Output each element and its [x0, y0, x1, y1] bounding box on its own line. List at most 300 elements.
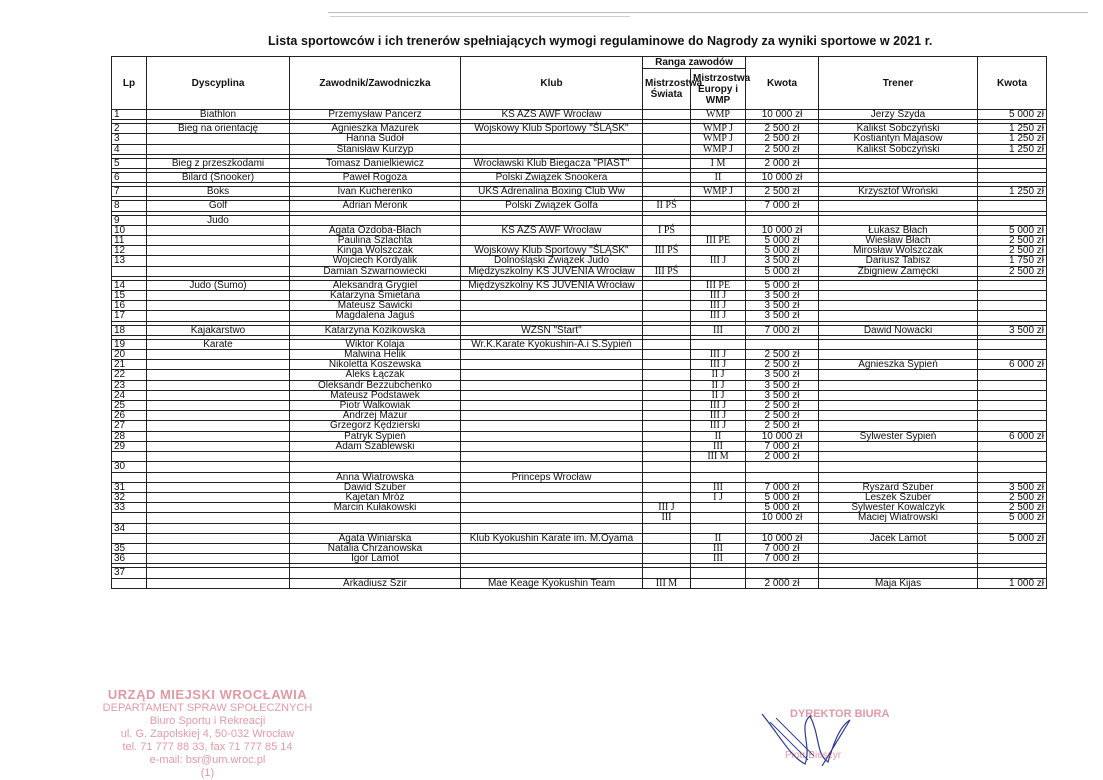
- cell-rank-world: [643, 533, 691, 543]
- table-row: [112, 492, 1047, 502]
- cell-amount: 3 500 zł: [746, 390, 819, 400]
- cell-lp: 17: [112, 311, 147, 321]
- cell-rank-world: [643, 110, 691, 120]
- cell-lp: [112, 533, 147, 543]
- cell-rank-world: II PŚ: [643, 201, 691, 211]
- stamp-line: tel. 71 777 88 33, fax 71 777 85 14: [122, 741, 293, 753]
- cell-rank-world: [643, 158, 691, 168]
- cell-club: [461, 452, 643, 462]
- cell-rank-world: [643, 144, 691, 154]
- cell-amount: 2 500 zł: [746, 401, 819, 411]
- cell-lp: 25: [112, 401, 147, 411]
- cell-coach-amount: 5 000 zł: [978, 110, 1047, 120]
- cell-lp: 30: [112, 462, 147, 472]
- header-coach: Trener: [819, 57, 978, 110]
- cell-coach: [819, 452, 978, 462]
- cell-athlete: Damian Szwarnowiecki: [290, 266, 461, 276]
- cell-coach-amount: 5 000 zł: [978, 513, 1047, 523]
- cell-club: [461, 568, 643, 578]
- stamp-line: ul. G. Zapolskiej 4, 50-032 Wrocław: [120, 728, 295, 740]
- cell-coach: [819, 462, 978, 472]
- cell-lp: 18: [112, 325, 147, 335]
- cell-lp: 12: [112, 246, 147, 256]
- table-row: [112, 503, 1047, 513]
- cell-coach-amount: 1 250 zł: [978, 144, 1047, 154]
- cell-coach: Dariusz Tabisz: [819, 256, 978, 266]
- header-row-1: [112, 57, 1047, 69]
- cell-coach: [819, 380, 978, 390]
- cell-club: [461, 291, 643, 301]
- cell-amount: 2 500 zł: [746, 350, 819, 360]
- cell-coach-amount: 6 000 zł: [978, 431, 1047, 441]
- cell-coach-amount: [978, 311, 1047, 321]
- cell-lp: 35: [112, 543, 147, 553]
- cell-club: Polski Związek Golfa: [461, 201, 643, 211]
- cell-coach-amount: [978, 421, 1047, 431]
- cell-coach: [819, 291, 978, 301]
- table-row: [112, 513, 1047, 523]
- cell-rank-europe: III J: [691, 256, 746, 266]
- cell-coach: Ryszard Szuber: [819, 482, 978, 492]
- cell-club: [461, 350, 643, 360]
- cell-athlete: Aleks Łączak: [290, 370, 461, 380]
- cell-rank-world: [643, 256, 691, 266]
- cell-rank-world: [643, 492, 691, 502]
- cell-discipline: [147, 482, 290, 492]
- header-lp: Lp: [112, 57, 147, 110]
- cell-discipline: [147, 492, 290, 502]
- cell-coach: Sylwester Kowalczyk: [819, 503, 978, 513]
- cell-discipline: [147, 236, 290, 246]
- cell-amount: [746, 462, 819, 472]
- cell-athlete: [290, 513, 461, 523]
- cell-rank-europe: WMP J: [691, 124, 746, 134]
- cell-rank-world: [643, 472, 691, 482]
- cell-club: [461, 421, 643, 431]
- cell-discipline: [147, 301, 290, 311]
- table-row: [112, 173, 1047, 183]
- cell-coach: [819, 301, 978, 311]
- cell-rank-world: III PŚ: [643, 246, 691, 256]
- cell-rank-europe: III J: [691, 360, 746, 370]
- table-row: [112, 187, 1047, 197]
- table-row: [112, 431, 1047, 441]
- cell-amount: 3 500 zł: [746, 311, 819, 321]
- cell-club: WZSN "Start": [461, 325, 643, 335]
- cell-athlete: Hanna Sudoł: [290, 134, 461, 144]
- cell-coach-amount: [978, 543, 1047, 553]
- cell-rank-world: [643, 523, 691, 533]
- cell-rank-world: [643, 543, 691, 553]
- cell-rank-world: [643, 452, 691, 462]
- cell-coach-amount: 1 750 zł: [978, 256, 1047, 266]
- cell-athlete: Magdalena Jaguś: [290, 311, 461, 321]
- cell-athlete: Katarzyna Kozikowska: [290, 325, 461, 335]
- cell-rank-europe: III J: [691, 311, 746, 321]
- cell-athlete: [290, 452, 461, 462]
- cell-amount: [746, 339, 819, 349]
- table-row: [112, 301, 1047, 311]
- cell-rank-europe: II J: [691, 380, 746, 390]
- cell-athlete: [290, 215, 461, 225]
- cell-amount: 2 000 zł: [746, 158, 819, 168]
- cell-club: [461, 301, 643, 311]
- cell-lp: 5: [112, 158, 147, 168]
- cell-rank-europe: [691, 266, 746, 276]
- table-row: [112, 543, 1047, 553]
- document-title: Lista sportowców i ich trenerów spełniających wymogi regulaminowe do Nagrody za wyniki sportowe w 2021 r.: [268, 34, 933, 48]
- stamp-line: DEPARTAMENT SPRAW SPOŁECZNYCH: [102, 702, 313, 714]
- cell-discipline: [147, 472, 290, 482]
- table-row: [112, 134, 1047, 144]
- cell-coach: Łukasz Błach: [819, 225, 978, 235]
- cell-rank-europe: [691, 578, 746, 588]
- cell-club: KS AZS AWF Wrocław: [461, 225, 643, 235]
- cell-coach-amount: [978, 462, 1047, 472]
- cell-rank-world: III M: [643, 578, 691, 588]
- stamp-line: Biuro Sportu i Rekreacji: [149, 715, 266, 727]
- table-row: [112, 533, 1047, 543]
- table-row: [112, 554, 1047, 564]
- cell-rank-europe: WMP J: [691, 134, 746, 144]
- cell-discipline: [147, 554, 290, 564]
- cell-amount: 3 500 zł: [746, 301, 819, 311]
- cell-rank-europe: III: [691, 554, 746, 564]
- cell-discipline: Boks: [147, 187, 290, 197]
- cell-rank-world: [643, 380, 691, 390]
- cell-club: Wojskowy Klub Sportowy "ŚLĄSK": [461, 246, 643, 256]
- cell-lp: 34: [112, 523, 147, 533]
- cell-rank-europe: III: [691, 441, 746, 451]
- cell-coach: [819, 173, 978, 183]
- cell-coach-amount: 3 500 zł: [978, 482, 1047, 492]
- cell-amount: 2 500 zł: [746, 187, 819, 197]
- cell-coach-amount: [978, 441, 1047, 451]
- cell-club: [461, 360, 643, 370]
- cell-club: Wrocławski Klub Biegacza "PIAST": [461, 158, 643, 168]
- table-row: [112, 246, 1047, 256]
- cell-athlete: Igor Lamot: [290, 554, 461, 564]
- cell-discipline: [147, 291, 290, 301]
- cell-lp: [112, 266, 147, 276]
- header-athlete: Zawodnik/Zawodniczka: [290, 57, 461, 110]
- cell-coach-amount: [978, 523, 1047, 533]
- cell-rank-europe: [691, 462, 746, 472]
- cell-rank-world: [643, 554, 691, 564]
- cell-club: [461, 492, 643, 502]
- cell-lp: [112, 513, 147, 523]
- cell-lp: [112, 578, 147, 588]
- cell-rank-world: [643, 325, 691, 335]
- cell-discipline: Judo: [147, 215, 290, 225]
- cell-rank-world: [643, 280, 691, 290]
- signature-title: DYREKTOR BIURA: [790, 708, 890, 720]
- cell-amount: 2 500 zł: [746, 411, 819, 421]
- cell-athlete: Patryk Sypień: [290, 431, 461, 441]
- cell-coach: Mirosław Wolszczak: [819, 246, 978, 256]
- cell-club: [461, 401, 643, 411]
- cell-rank-europe: II: [691, 431, 746, 441]
- cell-lp: 28: [112, 431, 147, 441]
- signature-name: Piotr Bieszyr: [785, 750, 842, 761]
- cell-rank-world: III J: [643, 503, 691, 513]
- table-row: [112, 325, 1047, 335]
- cell-lp: 31: [112, 482, 147, 492]
- cell-coach: [819, 421, 978, 431]
- header-rank-europe: Mistrzostwa Europy i WMP: [691, 69, 746, 110]
- cell-lp: 6: [112, 173, 147, 183]
- cell-lp: 11: [112, 236, 147, 246]
- cell-coach: [819, 390, 978, 400]
- cell-amount: 5 000 zł: [746, 266, 819, 276]
- cell-discipline: [147, 360, 290, 370]
- cell-coach-amount: 1 250 zł: [978, 134, 1047, 144]
- cell-athlete: Malwina Helik: [290, 350, 461, 360]
- cell-discipline: [147, 421, 290, 431]
- cell-coach-amount: 2 500 zł: [978, 236, 1047, 246]
- header-rank-group: Ranga zawodów: [643, 57, 746, 69]
- cell-lp: 1: [112, 110, 147, 120]
- cell-club: [461, 370, 643, 380]
- cell-coach-amount: [978, 401, 1047, 411]
- cell-discipline: [147, 523, 290, 533]
- cell-coach: [819, 554, 978, 564]
- cell-rank-europe: [691, 523, 746, 533]
- cell-discipline: [147, 225, 290, 235]
- cell-rank-europe: [691, 215, 746, 225]
- cell-amount: 7 000 zł: [746, 482, 819, 492]
- cell-athlete: Stanisław Kurzyp: [290, 144, 461, 154]
- cell-rank-europe: III J: [691, 350, 746, 360]
- cell-discipline: [147, 134, 290, 144]
- cell-athlete: Anna Wiatrowska: [290, 472, 461, 482]
- cell-amount: [746, 472, 819, 482]
- cell-rank-world: [643, 173, 691, 183]
- cell-club: Princeps Wrocław: [461, 472, 643, 482]
- cell-discipline: [147, 256, 290, 266]
- cell-rank-europe: III J: [691, 401, 746, 411]
- cell-club: [461, 134, 643, 144]
- cell-discipline: [147, 431, 290, 441]
- table-row: [112, 201, 1047, 211]
- cell-rank-europe: WMP: [691, 110, 746, 120]
- cell-discipline: Bieg z przeszkodami: [147, 158, 290, 168]
- table-row: [112, 350, 1047, 360]
- cell-coach-amount: 1 000 zł: [978, 578, 1047, 588]
- table-row: [112, 370, 1047, 380]
- cell-discipline: [147, 533, 290, 543]
- cell-coach-amount: 2 500 zł: [978, 503, 1047, 513]
- cell-lp: 3: [112, 134, 147, 144]
- cell-lp: 22: [112, 370, 147, 380]
- cell-lp: 23: [112, 380, 147, 390]
- cell-lp: 10: [112, 225, 147, 235]
- cell-club: Mae Keage Kyokushin Team: [461, 578, 643, 588]
- cell-lp: 19: [112, 339, 147, 349]
- cell-coach-amount: [978, 158, 1047, 168]
- cell-athlete: Tomasz Danielkiewicz: [290, 158, 461, 168]
- cell-amount: 3 500 zł: [746, 256, 819, 266]
- cell-coach-amount: 1 250 zł: [978, 124, 1047, 134]
- cell-rank-europe: I M: [691, 158, 746, 168]
- cell-athlete: Dawid Szuber: [290, 482, 461, 492]
- cell-amount: 10 000 zł: [746, 173, 819, 183]
- cell-coach: Dawid Nowacki: [819, 325, 978, 335]
- cell-club: [461, 311, 643, 321]
- cell-amount: 7 000 zł: [746, 325, 819, 335]
- cell-athlete: [290, 568, 461, 578]
- cell-discipline: [147, 411, 290, 421]
- cell-rank-europe: III: [691, 543, 746, 553]
- cell-rank-europe: II J: [691, 390, 746, 400]
- cell-coach: [819, 311, 978, 321]
- cell-coach-amount: [978, 568, 1047, 578]
- cell-rank-world: [643, 441, 691, 451]
- cell-discipline: [147, 401, 290, 411]
- cell-lp: 29: [112, 441, 147, 451]
- cell-rank-europe: III J: [691, 291, 746, 301]
- table-row: [112, 472, 1047, 482]
- cell-amount: 2 500 zł: [746, 134, 819, 144]
- table-row: [112, 568, 1047, 578]
- table-row: [112, 390, 1047, 400]
- table-row: [112, 280, 1047, 290]
- cell-amount: 2 500 zł: [746, 144, 819, 154]
- cell-club: [461, 390, 643, 400]
- cell-club: [461, 431, 643, 441]
- table-row: [112, 360, 1047, 370]
- cell-coach: [819, 370, 978, 380]
- table-row: [112, 124, 1047, 134]
- cell-amount: 2 500 zł: [746, 360, 819, 370]
- cell-athlete: [290, 523, 461, 533]
- cell-athlete: Paulina Szlachta: [290, 236, 461, 246]
- cell-lp: 32: [112, 492, 147, 502]
- cell-lp: 27: [112, 421, 147, 431]
- cell-coach: Kalikst Sobczyński: [819, 144, 978, 154]
- cell-athlete: Piotr Walkowiak: [290, 401, 461, 411]
- cell-athlete: Arkadiusz Szir: [290, 578, 461, 588]
- cell-club: Międzyszkolny KS JUVENIA Wrocław: [461, 266, 643, 276]
- cell-rank-europe: [691, 246, 746, 256]
- cell-club: [461, 554, 643, 564]
- cell-lp: 33: [112, 503, 147, 513]
- cell-rank-world: I PŚ: [643, 225, 691, 235]
- cell-rank-world: [643, 291, 691, 301]
- athletes-table: [111, 56, 1047, 589]
- cell-athlete: Natalia Chrzanowska: [290, 543, 461, 553]
- cell-club: [461, 523, 643, 533]
- table-body: [112, 110, 1047, 589]
- cell-lp: 36: [112, 554, 147, 564]
- table-row: [112, 225, 1047, 235]
- table-row: [112, 411, 1047, 421]
- cell-rank-europe: [691, 513, 746, 523]
- cell-coach: [819, 568, 978, 578]
- cell-coach-amount: [978, 280, 1047, 290]
- cell-amount: 7 000 zł: [746, 554, 819, 564]
- cell-coach: Sylwester Sypień: [819, 431, 978, 441]
- cell-discipline: [147, 543, 290, 553]
- header-coach-amount: Kwota: [978, 57, 1047, 110]
- cell-coach: Zbigniew Zamęcki: [819, 266, 978, 276]
- cell-amount: 7 000 zł: [746, 543, 819, 553]
- office-stamp: [100, 687, 315, 780]
- cell-amount: 2 500 zł: [746, 124, 819, 134]
- cell-amount: 7 000 zł: [746, 441, 819, 451]
- cell-rank-world: [643, 421, 691, 431]
- cell-athlete: Marcin Kułakowski: [290, 503, 461, 513]
- cell-discipline: [147, 513, 290, 523]
- cell-rank-europe: [691, 472, 746, 482]
- cell-athlete: Adam Szablewski: [290, 441, 461, 451]
- table-row: [112, 578, 1047, 588]
- cell-rank-world: [643, 370, 691, 380]
- cell-rank-europe: III PE: [691, 280, 746, 290]
- cell-rank-europe: III PE: [691, 236, 746, 246]
- cell-rank-world: [643, 431, 691, 441]
- scan-artifact-line: [328, 12, 1088, 13]
- cell-amount: 5 000 zł: [746, 246, 819, 256]
- cell-lp: 26: [112, 411, 147, 421]
- cell-coach: [819, 215, 978, 225]
- table-row: [112, 144, 1047, 154]
- cell-club: [461, 503, 643, 513]
- cell-discipline: [147, 380, 290, 390]
- cell-lp: 2: [112, 124, 147, 134]
- table-row: [112, 215, 1047, 225]
- cell-athlete: Wiktor Kolaja: [290, 339, 461, 349]
- cell-coach: Agnieszka Sypień: [819, 360, 978, 370]
- cell-lp: 16: [112, 301, 147, 311]
- cell-club: [461, 513, 643, 523]
- cell-club: [461, 462, 643, 472]
- cell-lp: 13: [112, 256, 147, 266]
- cell-athlete: Nikoletta Koszewska: [290, 360, 461, 370]
- cell-athlete: Przemysław Pancerz: [290, 110, 461, 120]
- header-amount: Kwota: [746, 57, 819, 110]
- cell-coach-amount: [978, 350, 1047, 360]
- cell-amount: 2 500 zł: [746, 421, 819, 431]
- cell-rank-europe: [691, 503, 746, 513]
- cell-athlete: Grzegorz Kędzierski: [290, 421, 461, 431]
- cell-coach: [819, 339, 978, 349]
- cell-discipline: Karate: [147, 339, 290, 349]
- cell-rank-world: III PŚ: [643, 266, 691, 276]
- cell-coach: Jerzy Szyda: [819, 110, 978, 120]
- cell-coach: [819, 401, 978, 411]
- cell-amount: 2 000 zł: [746, 452, 819, 462]
- cell-coach-amount: [978, 301, 1047, 311]
- cell-rank-world: III: [643, 513, 691, 523]
- cell-coach-amount: 2 500 zł: [978, 266, 1047, 276]
- cell-coach: Kalikst Sobczyński: [819, 124, 978, 134]
- cell-rank-europe: [691, 225, 746, 235]
- cell-coach: [819, 441, 978, 451]
- cell-athlete: Mateusz Podstawek: [290, 390, 461, 400]
- cell-athlete: Adrian Meronk: [290, 201, 461, 211]
- cell-coach-amount: [978, 370, 1047, 380]
- cell-lp: 14: [112, 280, 147, 290]
- cell-coach-amount: 6 000 zł: [978, 360, 1047, 370]
- cell-coach: [819, 411, 978, 421]
- cell-coach: [819, 350, 978, 360]
- cell-discipline: [147, 350, 290, 360]
- cell-coach: Maja Kijas: [819, 578, 978, 588]
- cell-discipline: [147, 311, 290, 321]
- cell-athlete: Kinga Wolszczak: [290, 246, 461, 256]
- cell-coach: Krzysztof Wroński: [819, 187, 978, 197]
